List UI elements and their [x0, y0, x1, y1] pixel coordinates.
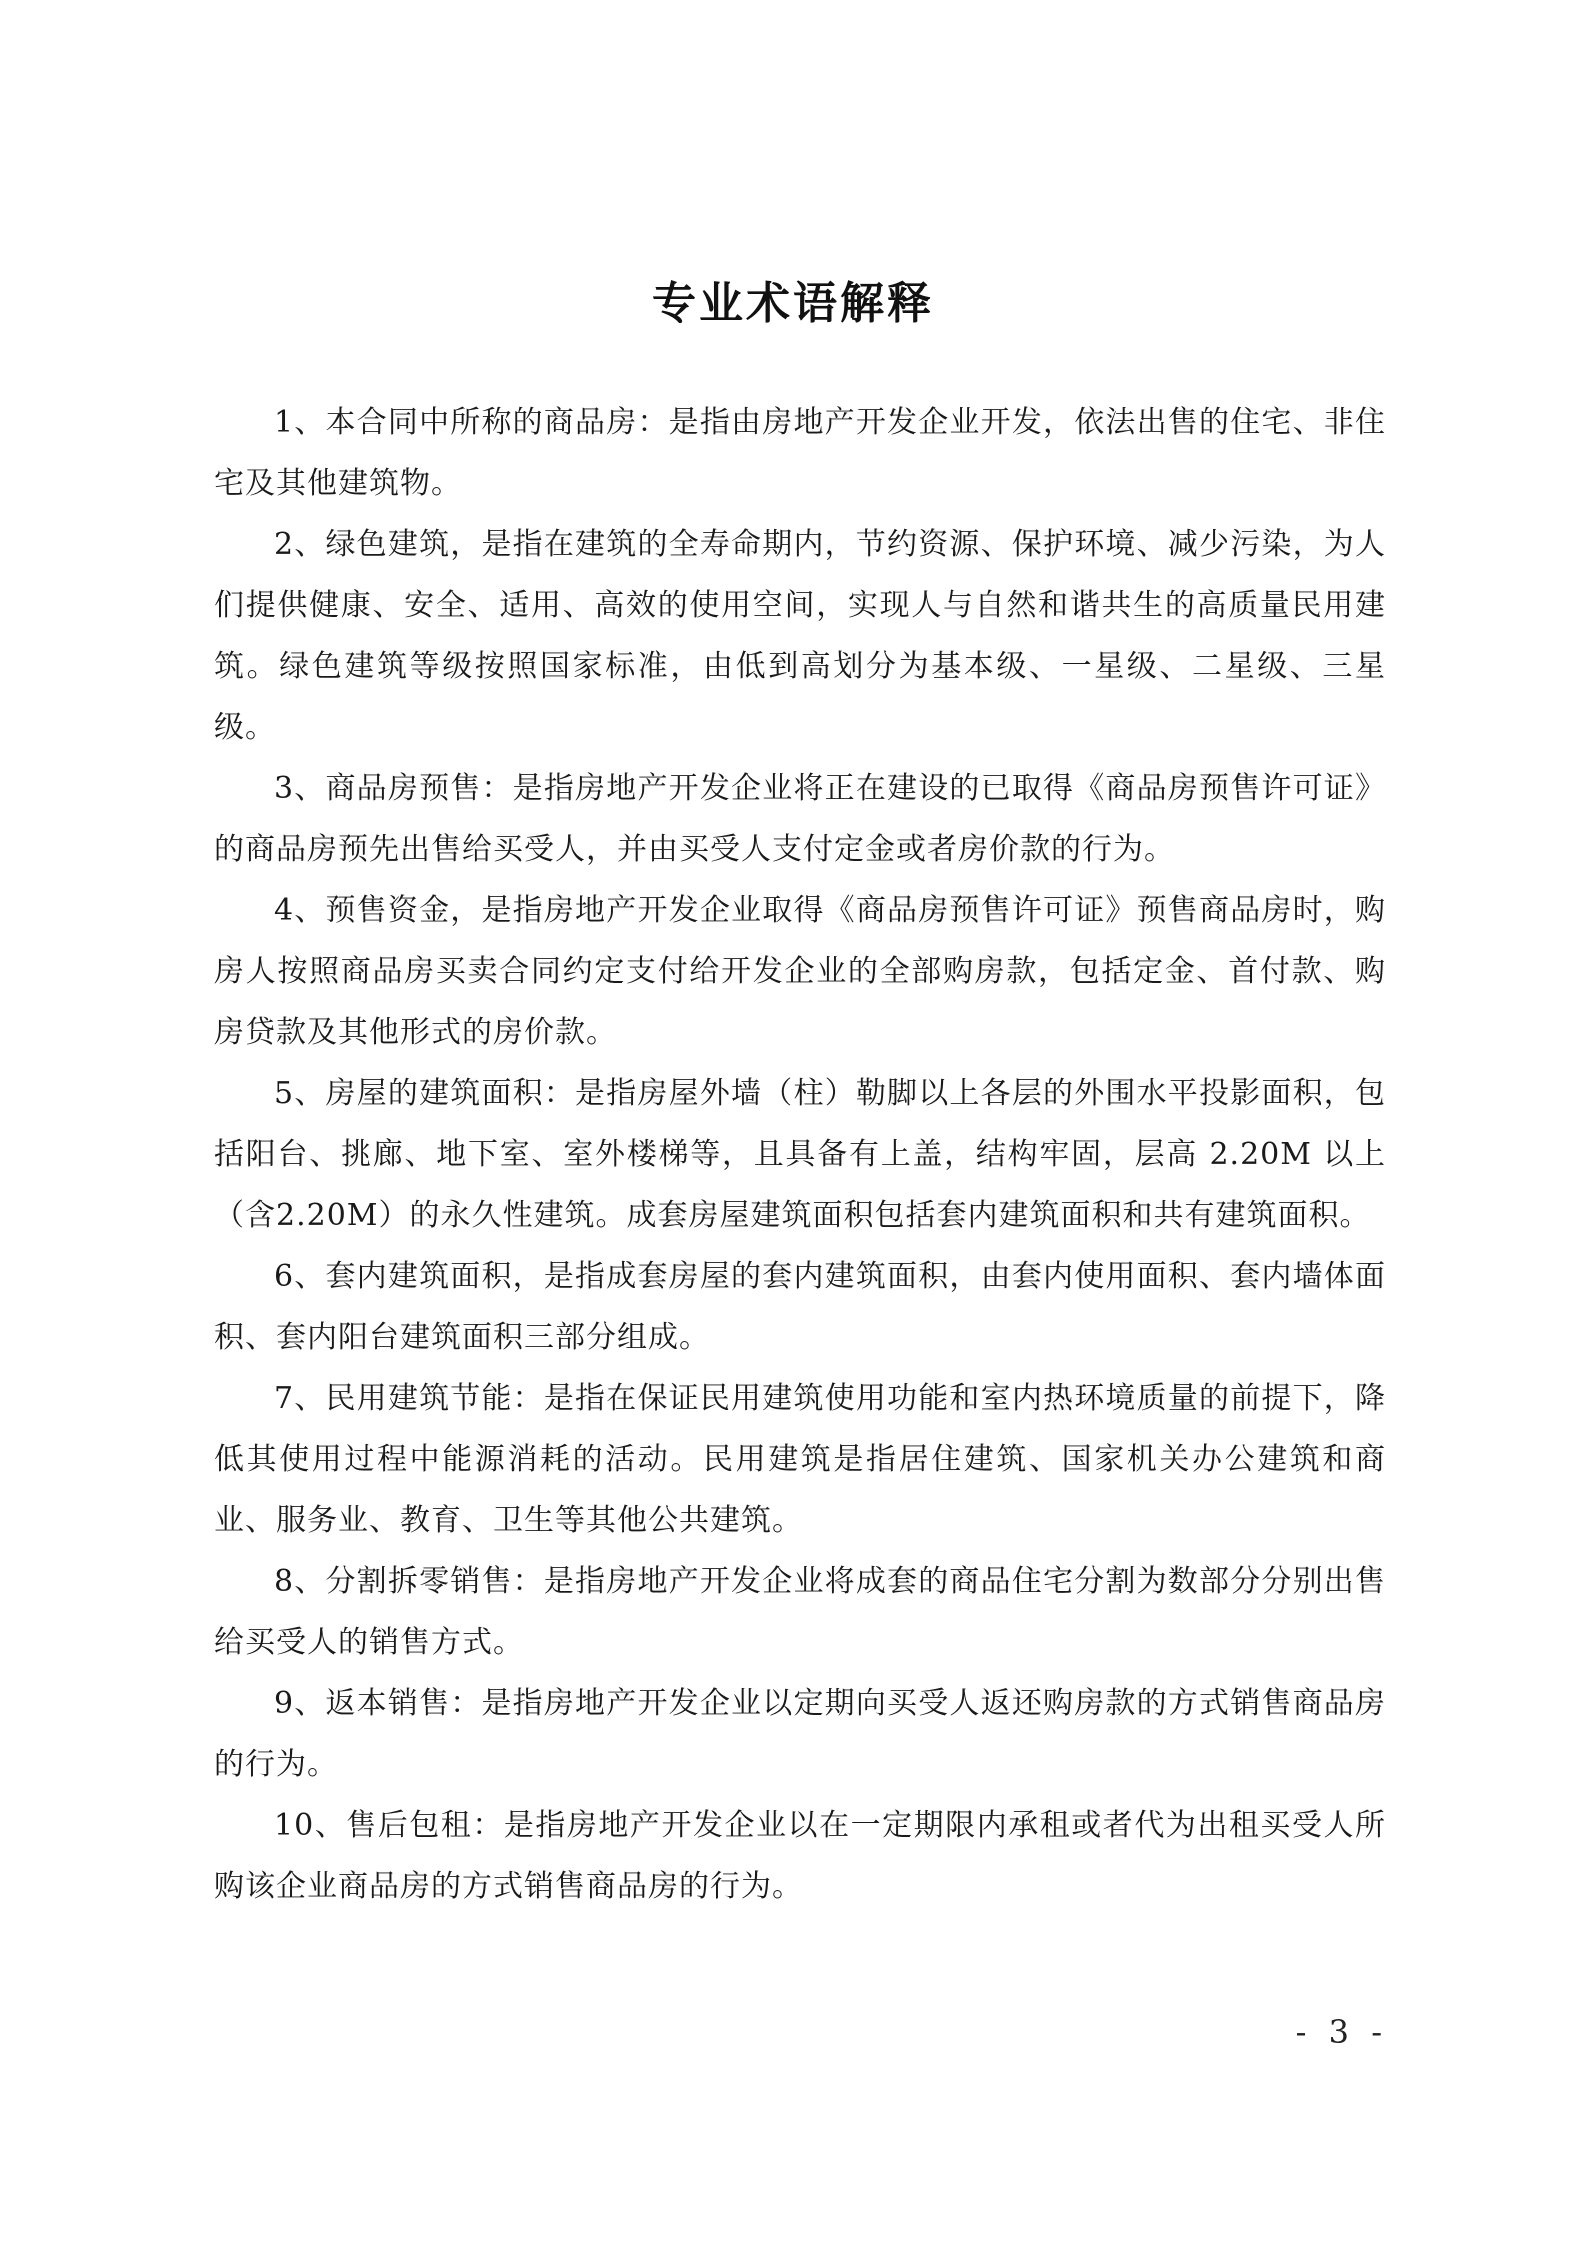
term-paragraph-9: 9、返本销售：是指房地产开发企业以定期向买受人返还购房款的方式销售商品房的行为。: [214, 1686, 1386, 1782]
term-paragraph-7: 7、民用建筑节能：是指在保证民用建筑使用功能和室内热环境质量的前提下，降低其使用过程中能源消耗的活动。民用建筑是指居住建筑、国家机关办公建筑和商业、服务业、教育、卫生等其他公共建筑。: [214, 1381, 1386, 1538]
term-paragraph-3: 3、商品房预售：是指房地产开发企业将正在建设的已取得《商品房预售许可证》的商品房预先出售给买受人，并由买受人支付定金或者房价款的行为。: [214, 771, 1386, 867]
term-paragraph-5: 5、房屋的建筑面积：是指房屋外墙（柱）勒脚以上各层的外围水平投影面积，包括阳台、挑廊、地下室、室外楼梯等，且具备有上盖，结构牢固，层高 2.20M 以上（含2.20M）的永久性建筑。成套房屋建筑面积包括套内建筑面积和共有建筑面积。: [214, 1076, 1386, 1233]
page-number: - 3 -: [1295, 2013, 1388, 2051]
term-paragraph-4: 4、预售资金，是指房地产开发企业取得《商品房预售许可证》预售商品房时，购房人按照商品房买卖合同约定支付给开发企业的全部购房款，包括定金、首付款、购房贷款及其他形式的房价款。: [214, 893, 1386, 1050]
term-paragraph-2: 2、绿色建筑，是指在建筑的全寿命期内，节约资源、保护环境、减少污染，为人们提供健康、安全、适用、高效的使用空间，实现人与自然和谐共生的高质量民用建筑。绿色建筑等级按照国家标准，由低到高划分为基本级、一星级、二星级、三星级。: [214, 527, 1386, 745]
term-paragraph-10: 10、售后包租：是指房地产开发企业以在一定期限内承租或者代为出租买受人所购该企业商品房的方式销售商品房的行为。: [214, 1808, 1386, 1904]
term-paragraph-8: 8、分割拆零销售：是指房地产开发企业将成套的商品住宅分割为数部分分别出售给买受人的销售方式。: [214, 1564, 1386, 1660]
document-body: [214, 392, 1386, 1917]
term-paragraph-6: 6、套内建筑面积，是指成套房屋的套内建筑面积，由套内使用面积、套内墙体面积、套内阳台建筑面积三部分组成。: [214, 1259, 1386, 1355]
term-paragraph-1: 1、本合同中所称的商品房：是指由房地产开发企业开发，依法出售的住宅、非住宅及其他建筑物。: [214, 405, 1386, 501]
page-title: 专业术语解释: [652, 278, 934, 329]
